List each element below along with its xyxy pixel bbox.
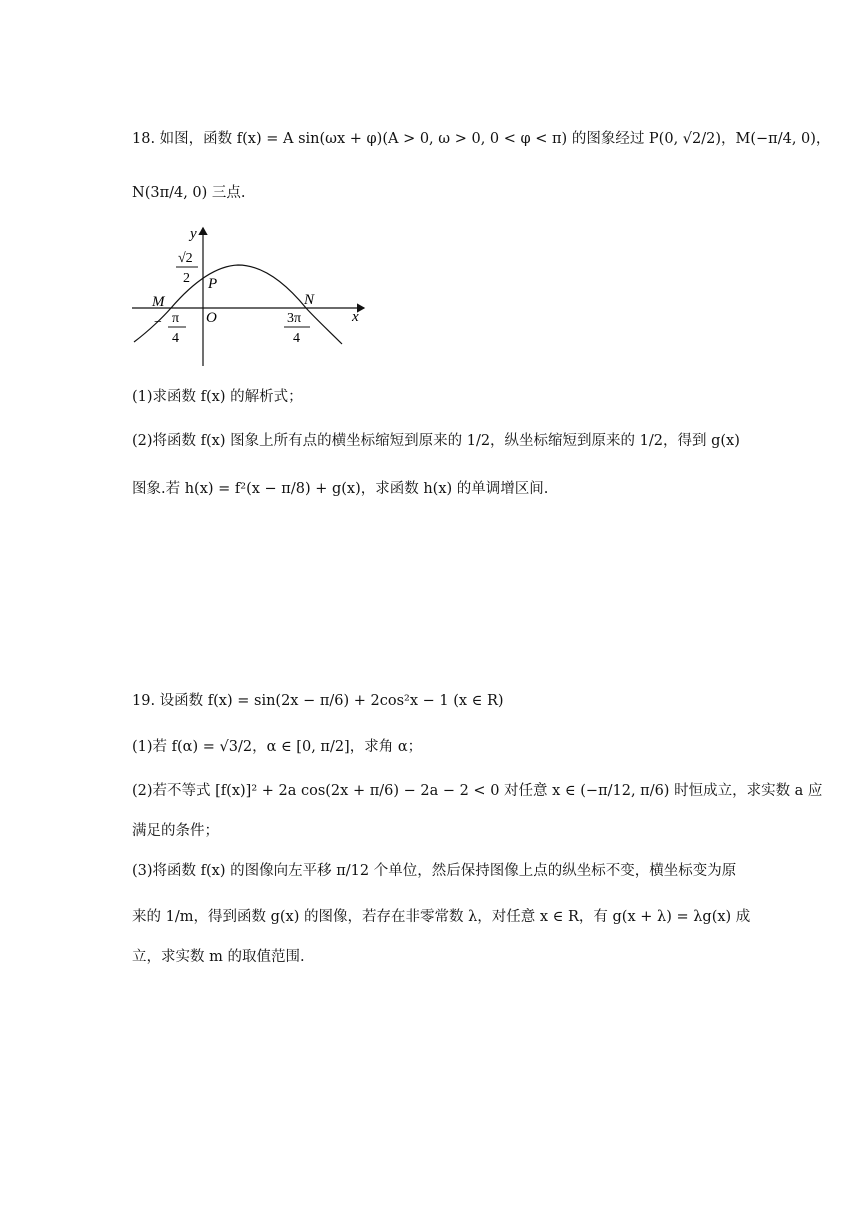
- q18-stem-line1: 18. 如图，函数 f(x) = A sin(ωx + φ)(A > 0, ω > 0, 0 < φ < π) 的图象经过 P(0, √2/2)，M(−π/4, 0)，: [132, 131, 831, 147]
- origin-label: O: [206, 310, 217, 326]
- p-value-denominator: 2: [183, 271, 190, 286]
- point-p-label: P: [208, 276, 218, 292]
- q19-part3-line1: (3)将函数 f(x) 的图像向左平移 π/12 个单位，然后保持图像上点的纵坐标不变，横坐标变为原: [132, 863, 737, 879]
- q18-part1: (1)求函数 f(x) 的解析式；: [132, 389, 303, 405]
- n-value-denominator: 4: [293, 331, 300, 346]
- m-value-minus: −: [154, 315, 162, 330]
- m-value-denominator: 4: [172, 331, 179, 346]
- q18-part2-line1: (2)将函数 f(x) 图象上所有点的横坐标缩短到原来的 1/2，纵坐标缩短到原来的 1/2，得到 g(x): [132, 433, 740, 449]
- q18-part2-line2: 图象.若 h(x) = f²(x − π/8) + g(x)，求函数 h(x) 的单调增区间.: [132, 481, 549, 497]
- m-value-numerator: π: [172, 311, 180, 326]
- p-value-numerator: √2: [178, 251, 193, 266]
- q18-stem-line2: N(3π/4, 0) 三点.: [132, 185, 246, 201]
- point-m-label: M: [152, 294, 165, 310]
- point-n-label: N: [304, 292, 315, 308]
- x-axis-label: x: [352, 309, 359, 325]
- q19-part3-line3: 立，求实数 m 的取值范围.: [132, 949, 305, 965]
- q19-part2-line1: (2)若不等式 [f(x)]² + 2a cos(2x + π/6) − 2a − 2 < 0 对任意 x ∈ (−π/12, π/6) 时恒成立，求实数 a 应: [132, 783, 823, 799]
- q19-stem: 19. 设函数 f(x) = sin(2x − π/6) + 2cos²x − 1 (x ∈ R): [132, 693, 504, 709]
- q19-part2-line2: 满足的条件；: [132, 823, 219, 839]
- sine-graph-figure: [128, 222, 378, 370]
- y-axis-label: y: [190, 226, 197, 242]
- q19-part1: (1)若 f(α) = √3/2，α ∈ [0, π/2]，求角 α；: [132, 739, 423, 755]
- q19-part3-line2: 来的 1/m，得到函数 g(x) 的图像，若存在非零常数 λ，对任意 x ∈ R，有 g(x + λ) = λg(x) 成: [132, 909, 751, 925]
- n-value-numerator: 3π: [287, 311, 302, 326]
